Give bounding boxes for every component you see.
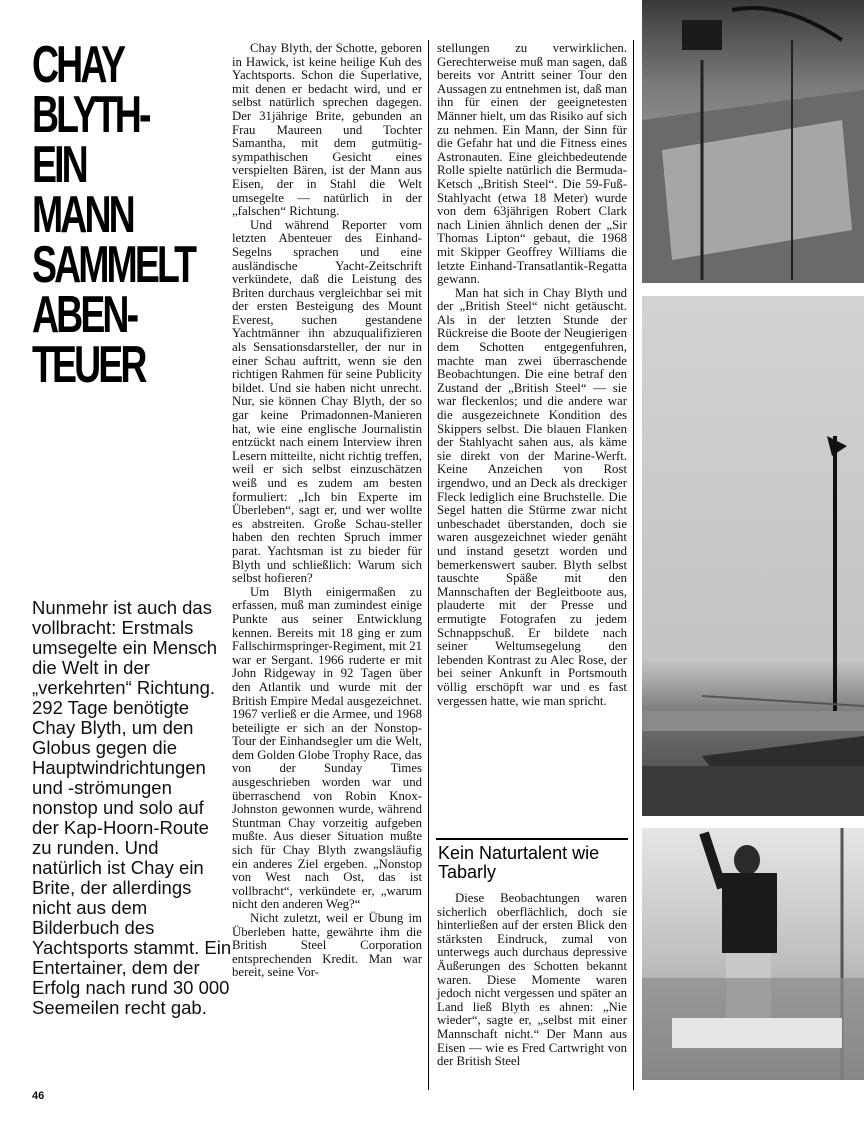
photo-yacht-deck xyxy=(642,0,864,283)
headline xyxy=(32,36,195,394)
photo-sailor-waving xyxy=(642,828,864,1080)
paragraph: Man hat sich in Chay Blyth und der „British Steel“ nicht getäuscht. Als in der letzten Stunde der Rückreise die Boote der Neugierigen dem Schotten entgegenfuhren, machte man zwei überraschende Beobachtungen. Die eine betraf den Zustand der „British Steel“ — sie war fleckenlos; und die andere war die ausgezeichnete Kondition des Skippers selbst. Die blauen Flanken der Stahlyacht sahen aus, als käme sie direkt von der Marine-Werft. Keine Anzeichen von Rost irgendwo, und an Deck als dreckiger Fleck lediglich eine Bruchstelle. Die Segel hatten die Stürme zwar nicht unbeschadet überstanden, doch sie waren ausgezeichnet wieder genäht und instand gesetzt worden und bemerkenswert sauber. Blyth selbst tauschte Späße mit den Mannschaften der Begleitboote aus, plauderte mit der Presse und ermutigte Fotografen zu jedem Schnappschuß. Er bildete nach seiner Weltumsegelung den lebenden Kontrast zu Alec Rose, der bei seiner Ankunft in Portsmouth völlig erschöpft war und es fast vergessen hatte, wie man spricht. xyxy=(437,285,627,708)
column-rule xyxy=(633,40,634,1090)
paragraph: stellungen zu verwirklichen. Gerechterweise muß man sagen, daß bereits vor Antritt seiner Tour den Aussagen zu entnehmen ist, daß man ihn für einen der geeignetesten Männer hielt, um das Risiko auf sich zu nehmen. Ein Mann, der Sinn für die Gefahr hat und die Fitness eines Astronauten. Eine gleichbedeutende Rolle spielte natürlich die Bermuda-Ketsch „British Steel“. Die 59-Fuß-Stahlyacht (etwa 18 Meter) wurde von dem 63jährigen Robert Clark nach Linien ähnlich denen der „Sir Thomas Lipton“ gebaut, die 1968 mit Skipper Geoffrey Williams die letzte Einhand-Transatlantik-Regatta gewann. xyxy=(437,41,627,287)
headline-line: CHAY xyxy=(32,36,124,94)
photo-yacht-sailing xyxy=(642,296,864,816)
subhead-rule xyxy=(436,838,628,840)
headline-line: ABEN- xyxy=(32,286,137,344)
headline-line: TEUER xyxy=(32,336,145,394)
headline-line: BLYTH- xyxy=(32,86,149,144)
paragraph: Und während Reporter vom letzten Abenteuer des Einhand-Segelns sprachen und eine ausländische Yacht-Zeitschrift verkündete, daß die Leistung des Briten durchaus vergleichbar sei mit der ersten Besteigung des Mount Everest, suchen gestandene Yachtmänner ihn abzuqualifizieren als Sensationsdarsteller, der nur in einer Schau auftritt, wenn sie den richtigen Rahmen für seine Publicity bildet. Und sie haben nicht unrecht. Nur, sie können Chay Blyth, der so gar keine Primadonnen-Manieren hat, wie eine englische Journalistin entzückt nach einem Interview ihren Lesern mitteilte, nicht richtig treffen, weil er sich selbst einzuschätzen weiß und es zudem am besten formuliert: „Ich bin Experte im Überleben“, sagt er, und wer wollte es abstreiten. Große Schau-steller haben den rechten Spruch immer parat. Yachtsman ist zu bieder für Blyth und schließlich: Warum sich selbst hofieren? xyxy=(232,217,422,586)
headline-line: MANN xyxy=(32,186,133,244)
article-column-2 xyxy=(437,42,627,708)
headline-line: SAMMELT xyxy=(32,236,195,294)
paragraph: Um Blyth einigermaßen zu erfassen, muß man zumindest einige Punkte aus seiner Entwicklung kennen. Bereits mit 18 ging er zum Fallschirmspringer-Regiment, mit 21 war er Sergant. 1966 ruderte er mit John Ridgeway in 92 Tagen über den Atlantik und wurde mit der British Empire Medal ausgezeichnet. 1967 verließ er die Armee, und 1968 beteiligte er sich an der Nonstop-Tour der Einhandsegler um die Welt, dem Golden Globe Trophy Race, das von der Sunday Times ausgeschrieben worden war und überraschend von Robin Knox-Johnston gewonnen wurde, während Stuntman Chay vorzeitig aufgeben mußte. Aus dieser Situation mußte sich für Chay Blyth zwangsläufig ein anderes Ziel ergeben. „Nonstop von West nach Ost, das ist vollbracht“, verkündete er, „warum nicht den anderen Weg?“ xyxy=(232,584,422,912)
paragraph: Diese Beobachtungen waren sicherlich oberflächlich, doch sie hinterließen auf der ersten Blick den stärksten Eindruck, zumal von unterwegs auch durchaus depressive Äußerungen des Schotten bekannt waren. Diese Momente waren jedoch nicht vergessen und später an Land ließ Blyth es ahnen: „Nie wieder“, sagte er, „selbst mit einer Mannschaft nicht.“ Der Mann aus Eisen — wie es Fred Cartwright von der British Steel xyxy=(437,891,627,1069)
headline-line: EIN xyxy=(32,136,86,194)
column-rule xyxy=(428,40,429,1090)
article-column-3 xyxy=(437,892,627,1069)
paragraph: Chay Blyth, der Schotte, geboren in Hawick, ist keine heilige Kuh des Yachtsports. Schon die Superlative, mit denen er bedacht wird, und er selbst natürlich sprechen dagegen. Der 31jährige Brite, gebunden an Frau Maureen und Tochter Samantha, mit dem gutmütig-sympathischen Gesicht eines verspielten Bären, ist der Mann aus Eisen, der in Stahl die Welt umsegelte — natürlich in der „falschen“ Richtung. xyxy=(232,41,422,219)
page-number: 46 xyxy=(32,1090,45,1102)
lead-paragraph: Nunmehr ist auch das vollbracht: Erstmals umsegelte ein Mensch die Welt in der „verkehrten“ Richtung. 292 Tage benötigte Chay Blyth, um den Globus gegen die Hauptwindrichtungen und -strömungen nonstop und solo auf der Kap-Hoorn-Route zu runden. Und natürlich ist Chay ein Brite, der allerdings nicht aus dem Bilderbuch des Yachtsports stammt. Ein Entertainer, dem der Erfolg nach rund 30 000 Seemeilen recht gab. xyxy=(32,597,232,1018)
article-column-1 xyxy=(232,42,422,980)
subheading: Kein Naturtalent wie Tabarly xyxy=(438,843,600,882)
paragraph: Nicht zuletzt, weil er Übung im Überleben hatte, gewährte ihm die British Steel Corporation entsprechenden Kredit. Man war bereit, seine Vor- xyxy=(232,911,422,980)
